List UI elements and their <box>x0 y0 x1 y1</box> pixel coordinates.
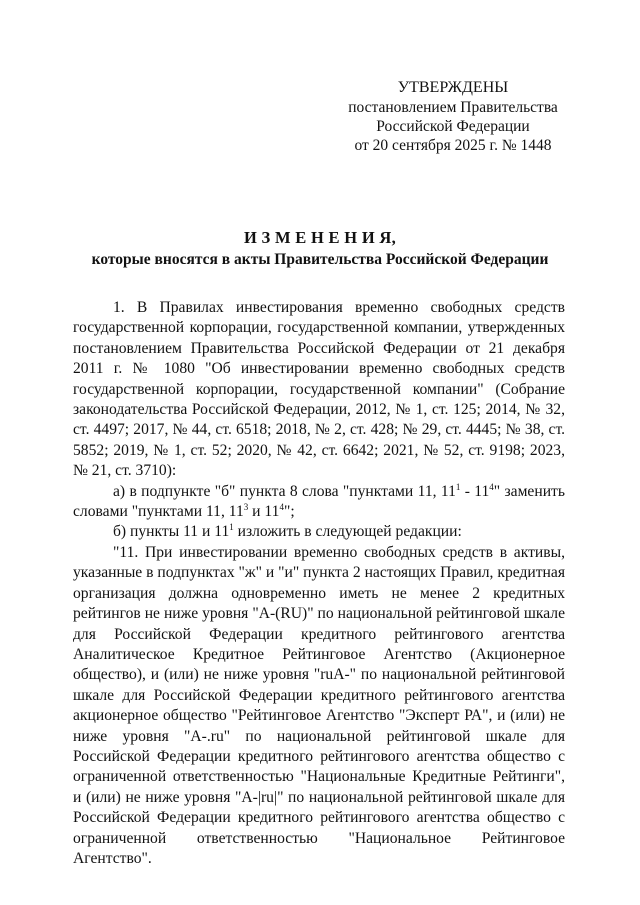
subitem-a-text-2: - 11 <box>460 482 490 500</box>
subitem-b-text-2: изложить в следующей редакции: <box>233 523 462 541</box>
subitem-a-text-1: а) в подпункте "б" пункта 8 слова "пунктами 11, 11 <box>113 482 456 500</box>
approval-stamp <box>330 78 576 155</box>
subitem-a-paragraph <box>73 482 565 523</box>
subitem-a-text-5: "; <box>283 503 295 521</box>
subitem-a-sup-3: 3 <box>243 501 249 512</box>
document-subtitle: которые вносятся в акты Правительства Российской Федерации <box>91 251 549 268</box>
document-body <box>73 298 565 869</box>
subitem-a-text-4: и 11 <box>248 503 280 521</box>
approval-line-2: Российской Федерации <box>376 118 530 135</box>
approval-heading: УТВЕРЖДЕНЫ <box>397 79 509 96</box>
item-1-paragraph: 1. В Правилах инвестирования временно свободных средств государственной корпорации, государственной компании, утвержденных постановлением Правительства Российской Федерации от 21 декабря 2011 г. № 1080 "Об инвестировании временно свободных средств государственной корпорации, государственной компании" (Собрание законодательства Российской Федерации, 2012, № 1, ст. 125; 2014, № 32, ст. 4497; 2017, № 44, ст. 6518; 2018, № 2, ст. 428; № 29, ст. 4445; № 38, ст. 5852; 2019, № 1, ст. 52; 2020, № 42, ст. 6642; 2021, № 52, ст. 9198; 2023, № 21, ст. 3710): <box>73 299 565 480</box>
quoted-item-11-paragraph: "11. При инвестировании временно свободных средств в активы, указанные в подпунктах "ж" и "и" пункта 2 настоящих Правил, кредитная организация должна одновременно иметь не менее 2 кредитных рейтингов не ниже уровня "A-(RU)" по национальной рейтинговой шкале для Российской Федерации кредитного рейтингового агентства Аналитическое Кредитное Рейтинговое Агентство (Акционерное общество), и (или) не ниже уровня "ruA-" по национальной рейтинговой шкале для Российской Федерации кредитного рейтингового агентства акционерное общество "Рейтинговое Агентство "Эксперт РА", и (или) не ниже уровня "A-.ru" по национальной рейтинговой шкале для Российской Федерации кредитного рейтингового агентства общество с ограниченной ответственностью "Национальные Кредитные Рейтинги", и (или) не ниже уровня "A-|ru|" по национальной рейтинговой шкале для Российской Федерации кредитного рейтингового агентства общество с ограниченной ответственностью "Национальное Рейтинговое Агентство". <box>73 543 565 867</box>
subitem-a-sup-4: 4 <box>279 501 284 512</box>
subitem-a-sup-1: 1 <box>455 481 461 492</box>
subitem-a-text-3: " заменить словами "пунктами 11, 11 <box>73 482 565 521</box>
approval-line-3: от 20 сентября 2025 г. № 1448 <box>354 137 552 154</box>
subitem-b-sup-1: 1 <box>229 522 234 533</box>
approval-line-1: постановлением Правительства <box>348 99 558 116</box>
subitem-a-sup-2: 4 <box>489 481 494 492</box>
subitem-b-text-1: б) пункты 11 и 11 <box>113 523 230 541</box>
subitem-b-paragraph <box>73 522 565 542</box>
document-title: И З М Е Н Е Н И Я, <box>243 228 397 247</box>
